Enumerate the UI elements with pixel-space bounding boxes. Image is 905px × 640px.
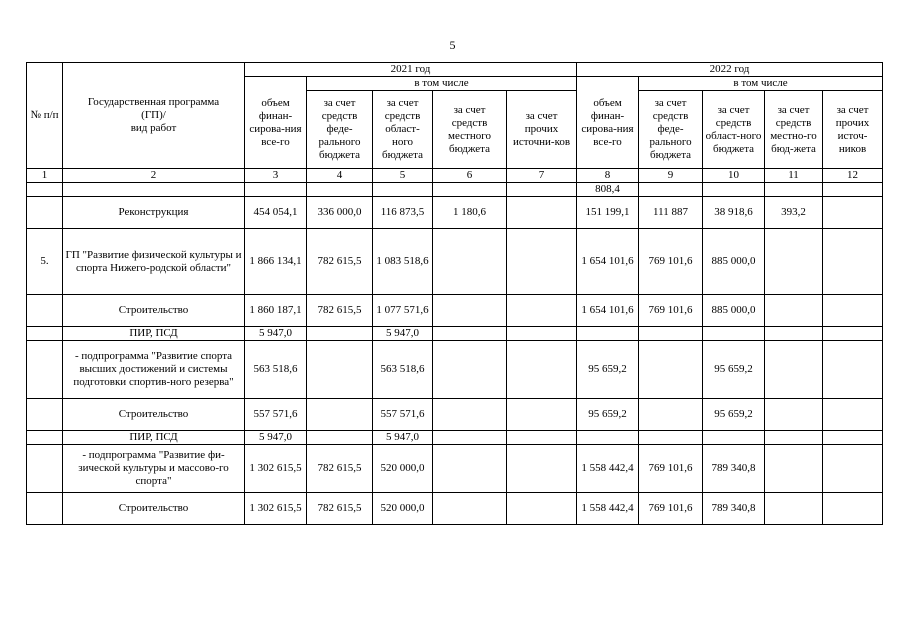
value-cell bbox=[433, 399, 507, 431]
other-2021-header: за счет прочих источни-ков bbox=[507, 91, 577, 169]
value-cell bbox=[823, 341, 883, 399]
value-cell: 111 887 bbox=[639, 197, 703, 229]
value-cell: 769 101,6 bbox=[639, 493, 703, 525]
col-program-header bbox=[63, 63, 245, 169]
value-cell bbox=[639, 183, 703, 197]
col-index: 11 bbox=[765, 169, 823, 183]
value-cell bbox=[507, 445, 577, 493]
value-cell bbox=[765, 399, 823, 431]
table-row bbox=[27, 295, 883, 327]
value-cell: 5 947,0 bbox=[373, 431, 433, 445]
year-2021-header: 2021 год bbox=[245, 63, 577, 77]
value-cell: 782 615,5 bbox=[307, 493, 373, 525]
value-cell bbox=[507, 295, 577, 327]
fed-2022-header: за счет средств феде-рального бюджета bbox=[639, 91, 703, 169]
value-cell: 1 558 442,4 bbox=[577, 493, 639, 525]
row-number-cell bbox=[27, 399, 63, 431]
value-cell bbox=[433, 183, 507, 197]
fed-2021-header: за счет средств феде-рального бюджета bbox=[307, 91, 373, 169]
row-number-cell: 5. bbox=[27, 229, 63, 295]
value-cell bbox=[307, 183, 373, 197]
value-cell: 789 340,8 bbox=[703, 493, 765, 525]
value-cell bbox=[307, 341, 373, 399]
value-cell: 1 654 101,6 bbox=[577, 295, 639, 327]
col-index: 8 bbox=[577, 169, 639, 183]
incl-2021-header: в том числе bbox=[307, 77, 577, 91]
col-index: 1 bbox=[27, 169, 63, 183]
total-2021-header: объем финан-сирова-ния все-го bbox=[245, 77, 307, 169]
value-cell bbox=[639, 341, 703, 399]
value-cell bbox=[765, 295, 823, 327]
col-index: 4 bbox=[307, 169, 373, 183]
financing-table bbox=[26, 62, 883, 525]
value-cell bbox=[639, 327, 703, 341]
row-number-cell bbox=[27, 183, 63, 197]
local-2022-header: за счет средств местно-го бюд-жета bbox=[765, 91, 823, 169]
value-cell bbox=[433, 341, 507, 399]
value-cell: 336 000,0 bbox=[307, 197, 373, 229]
value-cell bbox=[703, 183, 765, 197]
col-index: 12 bbox=[823, 169, 883, 183]
value-cell bbox=[433, 327, 507, 341]
col-index: 2 bbox=[63, 169, 245, 183]
value-cell bbox=[823, 295, 883, 327]
value-cell bbox=[307, 399, 373, 431]
value-cell: 1 558 442,4 bbox=[577, 445, 639, 493]
col-index: 10 bbox=[703, 169, 765, 183]
value-cell: 95 659,2 bbox=[577, 341, 639, 399]
value-cell: 808,4 bbox=[577, 183, 639, 197]
value-cell: 95 659,2 bbox=[703, 399, 765, 431]
value-cell: 782 615,5 bbox=[307, 229, 373, 295]
value-cell bbox=[703, 431, 765, 445]
row-number-cell bbox=[27, 327, 63, 341]
value-cell bbox=[433, 431, 507, 445]
reg-2021-header: за счет средств област-ного бюджета bbox=[373, 91, 433, 169]
row-number-cell bbox=[27, 493, 63, 525]
value-cell: 1 083 518,6 bbox=[373, 229, 433, 295]
col-index: 5 bbox=[373, 169, 433, 183]
value-cell bbox=[765, 327, 823, 341]
table-row bbox=[27, 197, 883, 229]
table-row bbox=[27, 431, 883, 445]
value-cell: 95 659,2 bbox=[703, 341, 765, 399]
value-cell: 38 918,6 bbox=[703, 197, 765, 229]
value-cell: 5 947,0 bbox=[373, 327, 433, 341]
col-program-line3: вид работ bbox=[130, 122, 177, 134]
value-cell: 557 571,6 bbox=[373, 399, 433, 431]
program-name-cell: Строительство bbox=[63, 295, 245, 327]
col-index: 9 bbox=[639, 169, 703, 183]
value-cell bbox=[823, 493, 883, 525]
program-name-cell: ПИР, ПСД bbox=[63, 431, 245, 445]
program-name-cell: Строительство bbox=[63, 399, 245, 431]
table-row bbox=[27, 399, 883, 431]
value-cell: 1 654 101,6 bbox=[577, 229, 639, 295]
value-cell: 520 000,0 bbox=[373, 493, 433, 525]
value-cell bbox=[507, 183, 577, 197]
value-cell bbox=[507, 327, 577, 341]
value-cell bbox=[433, 295, 507, 327]
value-cell: 563 518,6 bbox=[245, 341, 307, 399]
value-cell: 789 340,8 bbox=[703, 445, 765, 493]
value-cell bbox=[823, 445, 883, 493]
program-name-cell bbox=[63, 183, 245, 197]
value-cell bbox=[639, 399, 703, 431]
value-cell: 5 947,0 bbox=[245, 327, 307, 341]
value-cell bbox=[433, 493, 507, 525]
col-index: 3 bbox=[245, 169, 307, 183]
column-index-row bbox=[27, 169, 883, 183]
value-cell bbox=[307, 431, 373, 445]
reg-2022-header: за счет средств област-ного бюджета bbox=[703, 91, 765, 169]
value-cell bbox=[577, 327, 639, 341]
value-cell: 393,2 bbox=[765, 197, 823, 229]
table-row bbox=[27, 327, 883, 341]
program-name-cell: ПИР, ПСД bbox=[63, 327, 245, 341]
value-cell: 782 615,5 bbox=[307, 445, 373, 493]
value-cell: 769 101,6 bbox=[639, 229, 703, 295]
value-cell: 520 000,0 bbox=[373, 445, 433, 493]
value-cell: 1 302 615,5 bbox=[245, 493, 307, 525]
value-cell: 885 000,0 bbox=[703, 295, 765, 327]
value-cell: 5 947,0 bbox=[245, 431, 307, 445]
table-row bbox=[27, 341, 883, 399]
value-cell bbox=[507, 197, 577, 229]
header-row-1 bbox=[27, 63, 883, 77]
value-cell bbox=[765, 431, 823, 445]
row-number-cell bbox=[27, 295, 63, 327]
value-cell bbox=[433, 229, 507, 295]
table-row bbox=[27, 229, 883, 295]
program-name-cell: Реконструкция bbox=[63, 197, 245, 229]
value-cell bbox=[823, 431, 883, 445]
value-cell bbox=[765, 493, 823, 525]
program-name-cell: - подпрограмма "Развитие спорта высших достижений и системы подготовки спортив-ного резерва" bbox=[63, 341, 245, 399]
table-row bbox=[27, 445, 883, 493]
value-cell: 1 860 187,1 bbox=[245, 295, 307, 327]
value-cell bbox=[507, 493, 577, 525]
value-cell bbox=[639, 431, 703, 445]
col-index: 6 bbox=[433, 169, 507, 183]
col-num-header: № п/п bbox=[27, 63, 63, 169]
value-cell: 782 615,5 bbox=[307, 295, 373, 327]
program-name-cell: Строительство bbox=[63, 493, 245, 525]
other-2022-header: за счет прочих источ-ников bbox=[823, 91, 883, 169]
value-cell: 885 000,0 bbox=[703, 229, 765, 295]
local-2021-header: за счет средств местного бюджета bbox=[433, 91, 507, 169]
row-number-cell bbox=[27, 445, 63, 493]
col-index: 7 bbox=[507, 169, 577, 183]
value-cell bbox=[765, 183, 823, 197]
value-cell: 116 873,5 bbox=[373, 197, 433, 229]
value-cell bbox=[823, 183, 883, 197]
page-number: 5 bbox=[449, 38, 456, 52]
value-cell bbox=[765, 341, 823, 399]
value-cell: 1 077 571,6 bbox=[373, 295, 433, 327]
value-cell bbox=[765, 229, 823, 295]
value-cell bbox=[823, 399, 883, 431]
value-cell bbox=[507, 341, 577, 399]
value-cell bbox=[507, 399, 577, 431]
row-number-cell bbox=[27, 341, 63, 399]
value-cell bbox=[823, 197, 883, 229]
value-cell bbox=[507, 431, 577, 445]
value-cell: 769 101,6 bbox=[639, 295, 703, 327]
program-name-cell: ГП "Развитие физической культуры и спорта Нижего-родской области" bbox=[63, 229, 245, 295]
year-2022-header: 2022 год bbox=[577, 63, 883, 77]
value-cell bbox=[433, 445, 507, 493]
value-cell: 769 101,6 bbox=[639, 445, 703, 493]
value-cell bbox=[307, 327, 373, 341]
col-program-line2: (ГП)/ bbox=[141, 109, 166, 121]
row-number-cell bbox=[27, 431, 63, 445]
value-cell bbox=[245, 183, 307, 197]
table-row bbox=[27, 493, 883, 525]
value-cell bbox=[703, 327, 765, 341]
value-cell bbox=[577, 431, 639, 445]
col-program-line1: Государственная программа bbox=[87, 96, 220, 108]
value-cell bbox=[507, 229, 577, 295]
row-number-cell bbox=[27, 197, 63, 229]
value-cell: 1 866 134,1 bbox=[245, 229, 307, 295]
value-cell bbox=[765, 445, 823, 493]
value-cell: 151 199,1 bbox=[577, 197, 639, 229]
value-cell: 557 571,6 bbox=[245, 399, 307, 431]
table-row bbox=[27, 183, 883, 197]
value-cell: 1 302 615,5 bbox=[245, 445, 307, 493]
value-cell: 454 054,1 bbox=[245, 197, 307, 229]
value-cell: 95 659,2 bbox=[577, 399, 639, 431]
value-cell bbox=[373, 183, 433, 197]
table-body bbox=[27, 183, 883, 525]
incl-2022-header: в том числе bbox=[639, 77, 883, 91]
total-2022-header: объем финан-сирова-ния все-го bbox=[577, 77, 639, 169]
value-cell bbox=[823, 327, 883, 341]
value-cell: 563 518,6 bbox=[373, 341, 433, 399]
program-name-cell: - подпрограмма "Развитие фи-зической культуры и массово-го спорта" bbox=[63, 445, 245, 493]
value-cell bbox=[823, 229, 883, 295]
value-cell: 1 180,6 bbox=[433, 197, 507, 229]
